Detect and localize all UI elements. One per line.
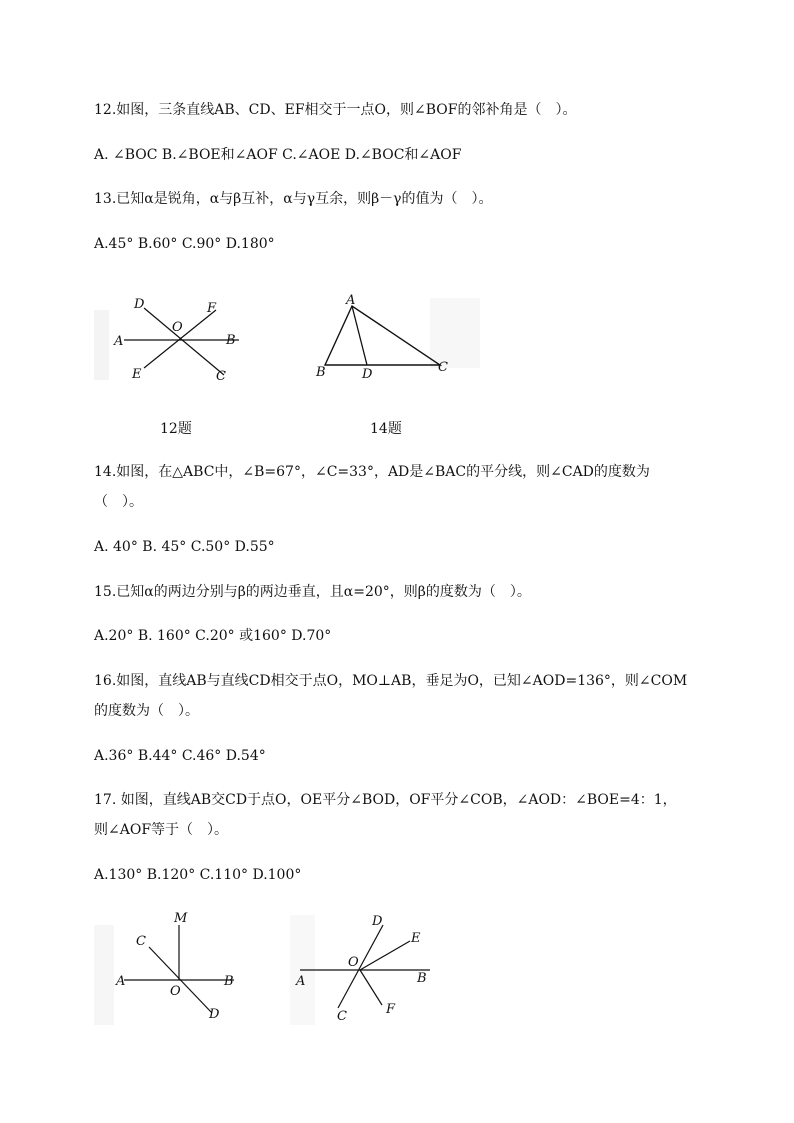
question-14-options: A. 40° B. 45° C.50° D.55° [94, 539, 275, 555]
fig16-label-O: O [170, 984, 181, 999]
fig12-label-O: O [172, 320, 183, 335]
fig16-label-D: D [209, 1007, 220, 1022]
fig16-label-M: M [174, 911, 188, 926]
fig12-label-D: D [134, 297, 145, 312]
fig17-label-D: D [372, 914, 383, 929]
question-12-stem: 12.如图，三条直线AB、CD、EF相交于一点O，则∠BOF的邻补角是（ ）。 [94, 102, 577, 118]
question-15-options: A.20° B. 160° C.20° 或160° D.70° [94, 628, 332, 644]
fig17-label-O: O [348, 955, 359, 970]
question-15-stem: 15.已知α的两边分别与β的两边垂直，且α=20°，则β的度数为（ ）。 [94, 584, 531, 600]
fig17-label-A: A [296, 974, 306, 989]
figure-12 [94, 290, 274, 390]
fig16-label-A: A [116, 974, 126, 989]
figure-16 [94, 905, 274, 1030]
fig17-label-F: F [386, 1002, 396, 1017]
question-13-stem: 13.已知α是锐角，α与β互补，α与γ互余，则β－γ的值为（ ）。 [94, 191, 493, 207]
fig16-label-B: B [224, 974, 234, 989]
fig14-label-D: D [362, 367, 373, 382]
question-14-stem-line2: （ ）。 [94, 494, 143, 510]
question-12-options: A. ∠BOC B.∠BOE和∠AOF C.∠AOE D.∠BOC和∠AOF [94, 147, 462, 163]
figure-17 [290, 905, 445, 1030]
fig17-label-B: B [417, 971, 427, 986]
fig16-label-C: C [136, 934, 146, 949]
question-13-options: A.45° B.60° C.90° D.180° [94, 236, 275, 252]
fig12-label-E: E [132, 367, 142, 382]
question-17-stem-line1: 17. 如图，直线AB交CD于点O，OE平分∠BOD，OF平分∠COB，∠AOD：∠BOE=4：1， [94, 792, 677, 808]
fig12-label-F: F [207, 301, 217, 316]
figure-12-caption: 12题 [160, 421, 192, 437]
question-16-stem-line1: 16.如图，直线AB与直线CD相交于点O，MO⊥AB，垂足为O，已知∠AOD=136°，则∠COM [94, 673, 688, 689]
fig12-label-B: B [226, 333, 236, 348]
question-16-options: A.36° B.44° C.46° D.54° [94, 748, 266, 764]
fig17-label-C: C [337, 1009, 347, 1024]
figure-14 [290, 278, 490, 388]
fig14-label-C: C [438, 360, 448, 375]
question-16-stem-line2: 的度数为（ ）。 [94, 703, 199, 719]
question-17-options: A.130° B.120° C.110° D.100° [94, 867, 302, 883]
question-14-stem-line1: 14.如图，在△ABC中，∠B=67°，∠C=33°，AD是∠BAC的平分线，则∠CAD的度数为 [94, 464, 650, 480]
fig17-label-E: E [411, 931, 421, 946]
question-17-stem-line2: 则∠AOF等于（ ）。 [94, 822, 229, 838]
fig14-label-B: B [316, 365, 326, 380]
figure-14-caption: 14题 [370, 421, 402, 437]
fig14-label-A: A [346, 293, 356, 308]
fig12-label-C: C [216, 369, 226, 384]
fig12-label-A: A [114, 334, 124, 349]
